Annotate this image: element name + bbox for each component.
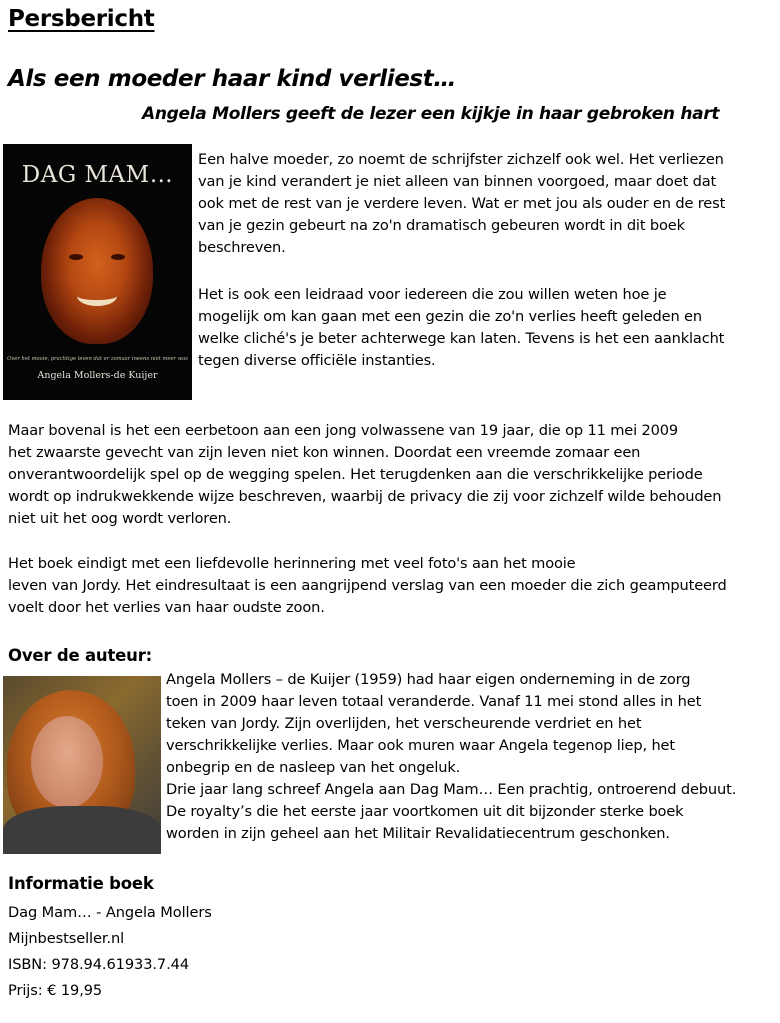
- press-release-title: Als een moeder haar kind verliest…: [8, 66, 456, 92]
- cover-tagline: Over het mooie, prachtige leven dat er zomaar ineens niet meer was: [7, 356, 188, 362]
- body-paragraph-2: Het boek eindigt met een liefdevolle herinnering met veel foto's aan het mooie leven van Jordy. Het eindresultaat is een aangrijpend verslag van een moeder die zich geamputeerd voelt door het verlies van haar oudste zoon.: [8, 555, 727, 616]
- cover-eye-left: [69, 254, 83, 260]
- cover-eye-right: [111, 254, 125, 260]
- cover-title: DAG MAM…: [21, 162, 174, 188]
- info-isbn: ISBN: 978.94.61933.7.44: [8, 956, 190, 973]
- author-bio: Angela Mollers – de Kuijer (1959) had haar eigen onderneming in de zorg toen in 2009 haar leven totaal veranderde. Vanaf 11 mei stond alles in het teken van Jordy. Zijn overlijden, het verscheurende verdriet en het verschrikkelijke verlies. Maar ook muren waar Angela tegenop liep, het onbegrip en de nasleep van het ongeluk. Drie jaar lang schreef Angela aan Dag Mam… Een prachtig, ontroerend debuut. De royalty’s die het eerste jaar voortkomen uit dit bijzonder sterke boek worden in zijn geheel aan het Militair Revalidatiecentrum geschonken.: [166, 671, 737, 842]
- cover-smile: [77, 286, 117, 306]
- press-release-subtitle: Angela Mollers geeft de lezer een kijkje in haar gebroken hart: [142, 104, 720, 124]
- author-heading: Over de auteur:: [8, 646, 153, 665]
- info-price: Prijs: € 19,95: [8, 982, 103, 999]
- intro-paragraph-2: Het is ook een leidraad voor iedereen die zou willen weten hoe je mogelijk om kan gaan met een gezin die zo'n verlies heeft geleden en welke cliché's je beter achterwege kan laten. Tevens is het een aanklacht tegen diverse officiële instanties.: [198, 286, 725, 369]
- info-heading: Informatie boek: [8, 874, 154, 893]
- author-photo: [3, 676, 161, 854]
- info-publisher: Mijnbestseller.nl: [8, 930, 125, 947]
- info-title-author: Dag Mam… - Angela Mollers: [8, 904, 212, 921]
- cover-portrait: [41, 198, 153, 344]
- cover-author: Angela Mollers-de Kuijer: [37, 370, 158, 381]
- body-paragraph-1: Maar bovenal is het een eerbetoon aan een jong volwassene van 19 jaar, die op 11 mei 2009 het zwaarste gevecht van zijn leven niet kon winnen. Doordat een vreemde zomaar een onverantwoordelijk spel op de wegging spelen. Het terugdenken aan die verschrikkelijke periode wordt op indrukwekkende wijze beschreven, waarbij de privacy die zij voor zichzelf wilde behouden niet uit het oog wordt verloren.: [8, 422, 722, 527]
- book-cover-image: [3, 144, 192, 400]
- intro-paragraph-1: Een halve moeder, zo noemt de schrijfster zichzelf ook wel. Het verliezen van je kind verandert je niet alleen van binnen voorgoed, maar doet dat ook met de rest van je verdere leven. Wat er met jou als ouder en de rest van je gezin gebeurt na zo'n dramatisch gebeuren wordt in dit boek beschreven.: [198, 151, 726, 256]
- document-label: Persbericht: [8, 6, 155, 32]
